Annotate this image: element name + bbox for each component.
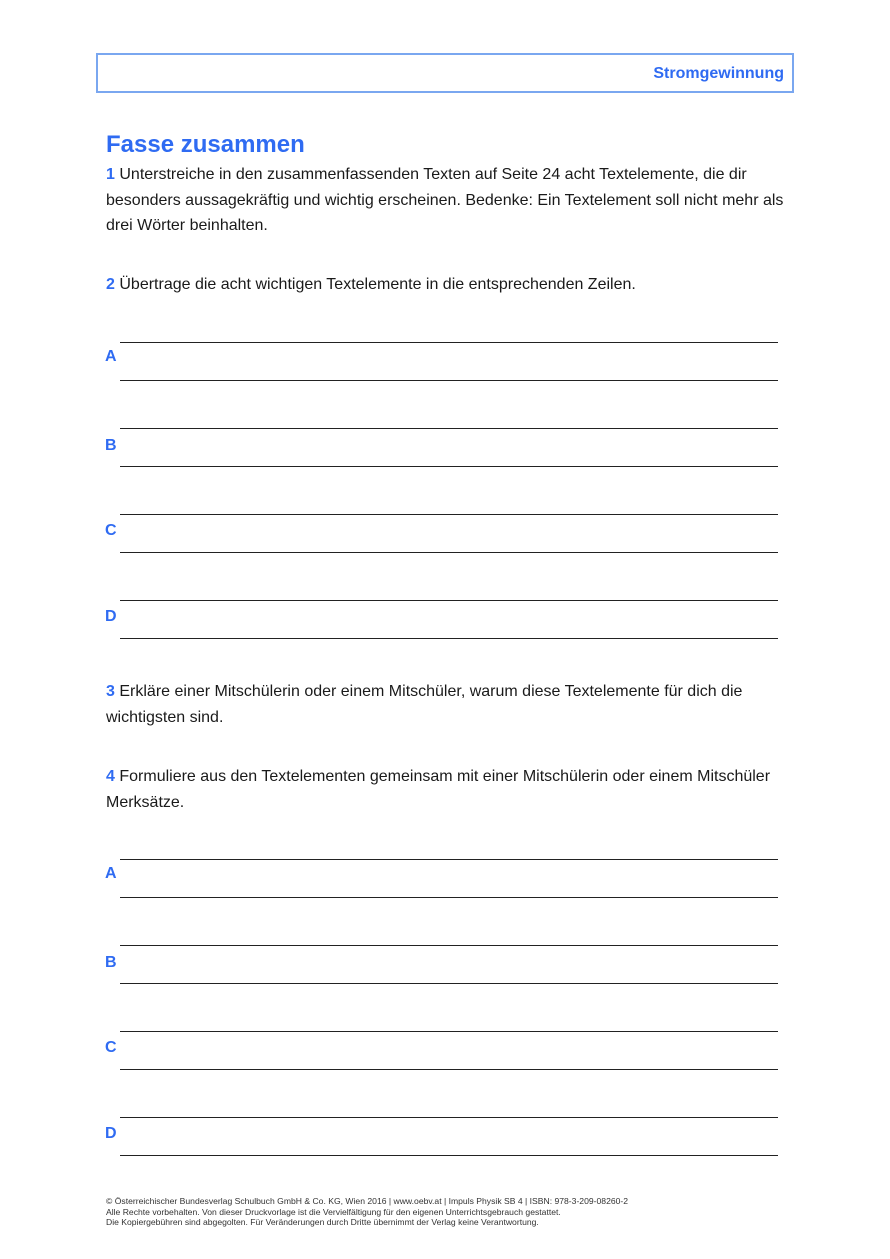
- answer-letter-b: B: [105, 954, 117, 971]
- task-4-number: 4: [106, 768, 115, 785]
- answer-line[interactable]: [120, 897, 778, 898]
- answer-letter-a: A: [105, 348, 117, 365]
- answer-line[interactable]: [120, 466, 778, 467]
- answer-line[interactable]: [120, 859, 778, 860]
- task-2-number: 2: [106, 276, 115, 293]
- answer-letter-d: D: [105, 1125, 117, 1142]
- footer-fees: Die Kopiergebühren sind abgegolten. Für Veränderungen durch Dritte übernimmt der Verlag keine Verantwortung.: [106, 1217, 539, 1227]
- task-3-number: 3: [106, 683, 115, 700]
- answer-line[interactable]: [120, 428, 778, 429]
- task-3: [106, 679, 796, 730]
- header-title: Stromgewinnung: [653, 65, 784, 82]
- footer: [106, 1196, 628, 1228]
- answer-letter-b: B: [105, 437, 117, 454]
- answer-letter-a: A: [105, 865, 117, 882]
- answer-line[interactable]: [120, 342, 778, 343]
- answer-letter-d: D: [105, 608, 117, 625]
- task-4-text: Formuliere aus den Textelementen gemeinsam mit einer Mitschülerin oder einem Mitschüler Merksätze.: [106, 768, 771, 811]
- task-1-text: Unterstreiche in den zusammenfassenden Texten auf Seite 24 acht Textelemente, die dir besonders aussagekräftig und wichtig erscheinen. Bedenke: Ein Textelement soll nicht mehr als drei Wörter beinhalten.: [106, 166, 784, 234]
- task-3-text: Erkläre einer Mitschülerin oder einem Mitschüler, warum diese Textelemente für dich die wichtigsten sind.: [106, 683, 743, 726]
- answer-line[interactable]: [120, 514, 778, 515]
- footer-copyright: © Österreichischer Bundesverlag Schulbuch GmbH & Co. KG, Wien 2016 | www.oebv.at | Impuls Physik SB 4 | ISBN: 978-3-209-08260-2: [106, 1196, 629, 1206]
- answer-line[interactable]: [120, 1155, 778, 1156]
- answer-line[interactable]: [120, 1117, 778, 1118]
- task-1-number: 1: [106, 166, 115, 183]
- answer-line[interactable]: [120, 1069, 778, 1070]
- header-box: [96, 53, 794, 93]
- footer-rights: Alle Rechte vorbehalten. Von dieser Druckvorlage ist die Vervielfältigung für den eigenen Unterrichtsgebrauch gestattet.: [106, 1206, 561, 1217]
- task-1: [106, 162, 796, 239]
- task-4: [106, 764, 796, 815]
- page-title: Fasse zusammen: [106, 131, 305, 158]
- task-2: [106, 272, 796, 298]
- answer-line[interactable]: [120, 380, 778, 381]
- answer-line[interactable]: [120, 638, 778, 639]
- answer-line[interactable]: [120, 600, 778, 601]
- answer-letter-c: C: [105, 1039, 117, 1056]
- answer-line[interactable]: [120, 945, 778, 946]
- task-2-text: Übertrage die acht wichtigen Textelemente in die entsprechenden Zeilen.: [119, 276, 636, 293]
- answer-letter-c: C: [105, 522, 117, 539]
- answer-line[interactable]: [120, 552, 778, 553]
- answer-line[interactable]: [120, 1031, 778, 1032]
- answer-line[interactable]: [120, 983, 778, 984]
